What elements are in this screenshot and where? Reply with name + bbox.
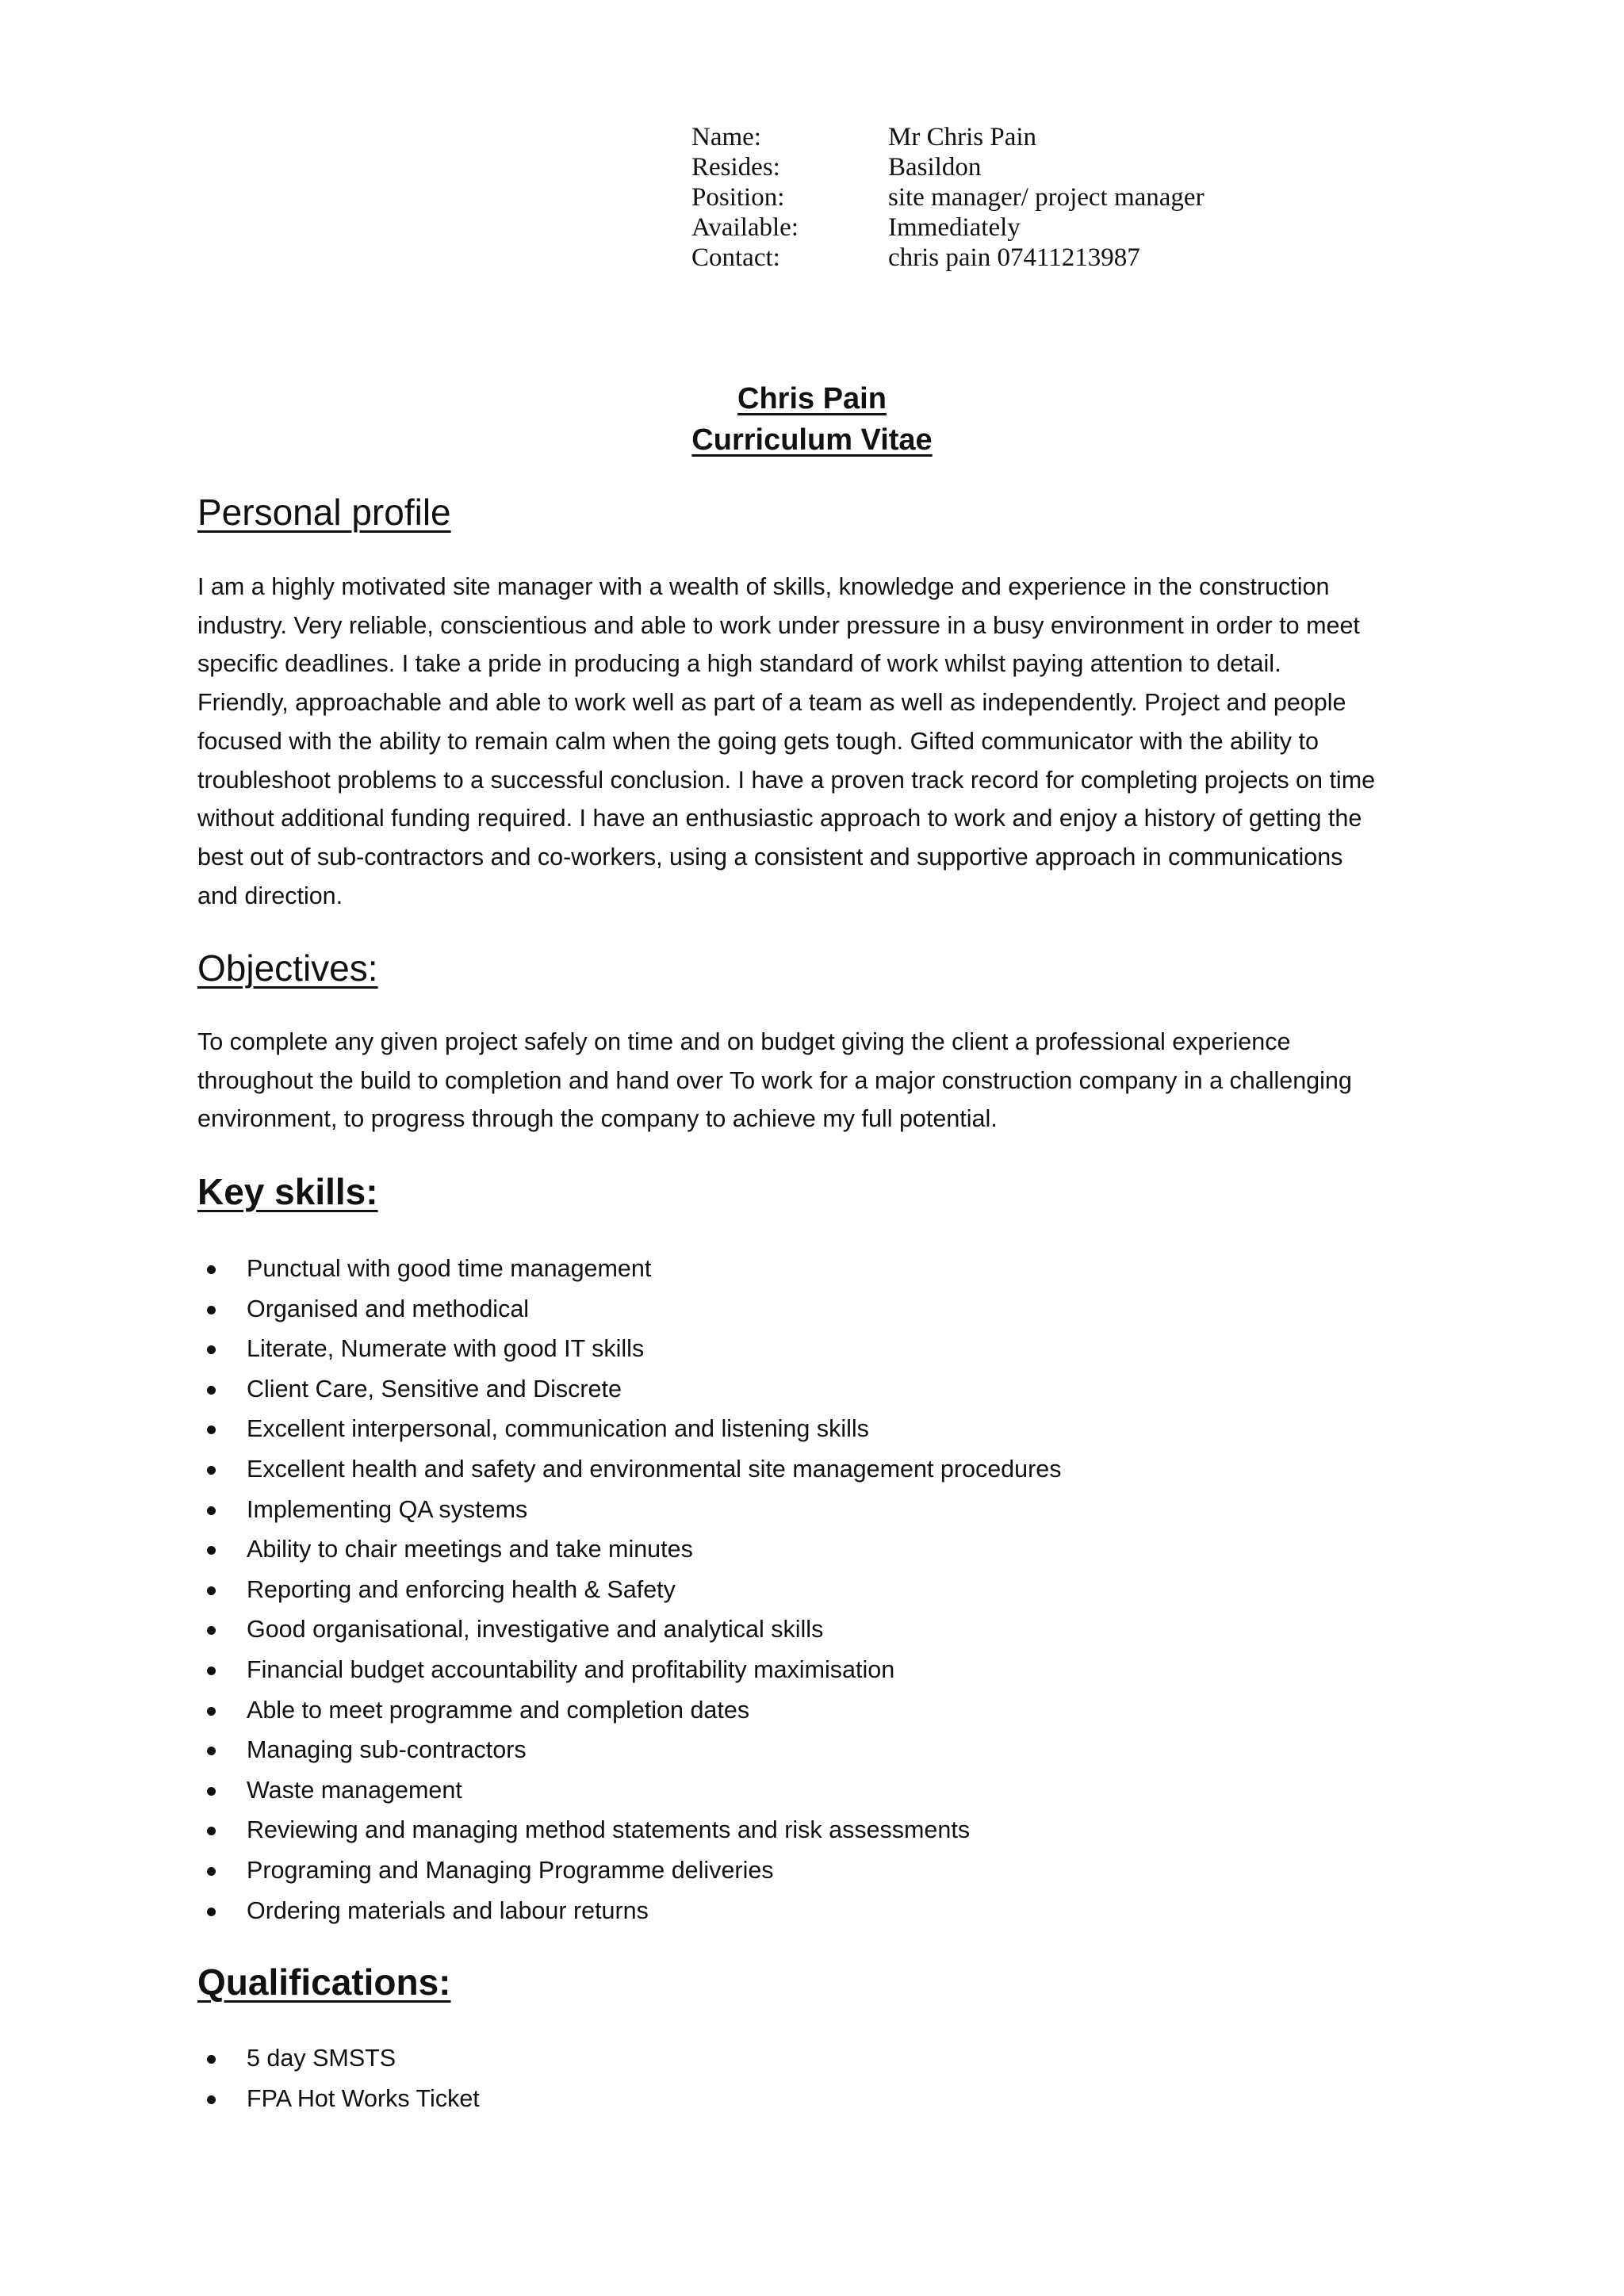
list-item: Reporting and enforcing health & Safety xyxy=(197,1570,1061,1610)
info-label: Resides: xyxy=(691,153,780,182)
paragraph-line: industry. Very reliable, conscientious and able to work under pressure in a busy environment in order to meet xyxy=(197,611,1360,639)
info-label: Name: xyxy=(691,123,761,151)
objectives-text xyxy=(197,1023,1442,1138)
bullet-icon xyxy=(207,1827,216,1835)
bullet-icon xyxy=(207,1466,216,1475)
paragraph-line: Friendly, approachable and able to work well as part of a team as well as independently. Project and people xyxy=(197,689,1346,717)
info-label: Position: xyxy=(691,183,785,212)
paragraph-line: best out of sub-contractors and co-workers, using a consistent and supportive approach in communications xyxy=(197,843,1343,871)
list-item: Financial budget accountability and profitability maximisation xyxy=(197,1650,1061,1690)
paragraph-line: specific deadlines. I take a pride in producing a high standard of work whilst paying attention to detail. xyxy=(197,650,1281,678)
personal-profile-heading: Personal profile xyxy=(197,492,451,533)
list-item: Able to meet programme and completion dates xyxy=(197,1690,1061,1731)
bullet-icon xyxy=(207,1747,216,1755)
info-value: chris pain 07411213987 xyxy=(888,243,1140,272)
info-value: Mr Chris Pain xyxy=(888,123,1037,151)
document-title xyxy=(0,378,1624,461)
bullet-icon xyxy=(207,1867,216,1876)
qualifications-heading: Qualifications: xyxy=(197,1961,451,2003)
personal-profile-text xyxy=(197,568,1442,915)
info-row-resides xyxy=(691,152,1205,182)
list-item: Implementing QA systems xyxy=(197,1490,1061,1530)
paragraph-line: environment, to progress through the company to achieve my full potential. xyxy=(197,1105,998,1133)
list-item: Programing and Managing Programme deliveries xyxy=(197,1850,1061,1891)
list-item: Ordering materials and labour returns xyxy=(197,1891,1061,1931)
info-value: Basildon xyxy=(888,153,982,182)
list-item: Managing sub-contractors xyxy=(197,1730,1061,1770)
cv-subtitle: Curriculum Vitae xyxy=(691,423,933,457)
bullet-icon xyxy=(207,1506,216,1515)
bullet-icon xyxy=(207,1626,216,1635)
paragraph-line: troubleshoot problems to a successful conclusion. I have a proven track record for completing projects on time xyxy=(197,766,1376,794)
paragraph-line: focused with the ability to remain calm when the going gets tough. Gifted communicator with the ability to xyxy=(197,727,1319,755)
list-item: Literate, Numerate with good IT skills xyxy=(197,1329,1061,1369)
list-item: Reviewing and managing method statements and risk assessments xyxy=(197,1810,1061,1850)
bullet-icon xyxy=(207,2095,216,2104)
list-item: FPA Hot Works Ticket xyxy=(197,2079,480,2119)
list-item: Punctual with good time management xyxy=(197,1249,1061,1289)
info-value: site manager/ project manager xyxy=(888,183,1205,212)
bullet-icon xyxy=(207,1306,216,1314)
info-row-available xyxy=(691,212,1205,243)
list-item: Ability to chair meetings and take minutes xyxy=(197,1529,1061,1570)
bullet-icon xyxy=(207,1908,216,1916)
list-item: Organised and methodical xyxy=(197,1289,1061,1330)
objectives-heading: Objectives: xyxy=(197,947,378,989)
paragraph-line: and direction. xyxy=(197,882,343,909)
bullet-icon xyxy=(207,1667,216,1675)
bullet-icon xyxy=(207,2055,216,2064)
paragraph-line: throughout the build to completion and hand over To work for a major construction company in a challenging xyxy=(197,1066,1352,1094)
paragraph-line: without additional funding required. I have an enthusiastic approach to work and enjoy a history of getting the xyxy=(197,805,1362,832)
bullet-icon xyxy=(207,1386,216,1395)
info-label: Available: xyxy=(691,213,799,242)
bullet-icon xyxy=(207,1546,216,1555)
paragraph-line: I am a highly motivated site manager with a wealth of skills, knowledge and experience in the construction xyxy=(197,573,1330,600)
bullet-icon xyxy=(207,1345,216,1354)
qualifications-list xyxy=(197,2038,480,2118)
key-skills-list xyxy=(197,1249,1061,1931)
bullet-icon xyxy=(207,1707,216,1716)
info-row-name xyxy=(691,122,1205,152)
info-row-position xyxy=(691,182,1205,212)
info-row-contact xyxy=(691,243,1205,273)
paragraph-line: To complete any given project safely on time and on budget giving the client a professional experience xyxy=(197,1028,1291,1055)
key-skills-heading: Key skills: xyxy=(197,1171,378,1212)
cv-name: Chris Pain xyxy=(737,382,887,415)
list-item: Client Care, Sensitive and Discrete xyxy=(197,1369,1061,1410)
list-item: Excellent health and safety and environmental site management procedures xyxy=(197,1449,1061,1490)
list-item: Waste management xyxy=(197,1770,1061,1811)
header-info xyxy=(691,122,1205,273)
info-value: Immediately xyxy=(888,213,1021,242)
list-item: 5 day SMSTS xyxy=(197,2038,480,2079)
bullet-icon xyxy=(207,1265,216,1274)
info-label: Contact: xyxy=(691,243,780,272)
bullet-icon xyxy=(207,1787,216,1796)
bullet-icon xyxy=(207,1425,216,1434)
list-item: Good organisational, investigative and analytical skills xyxy=(197,1609,1061,1650)
list-item: Excellent interpersonal, communication and listening skills xyxy=(197,1409,1061,1449)
bullet-icon xyxy=(207,1586,216,1595)
